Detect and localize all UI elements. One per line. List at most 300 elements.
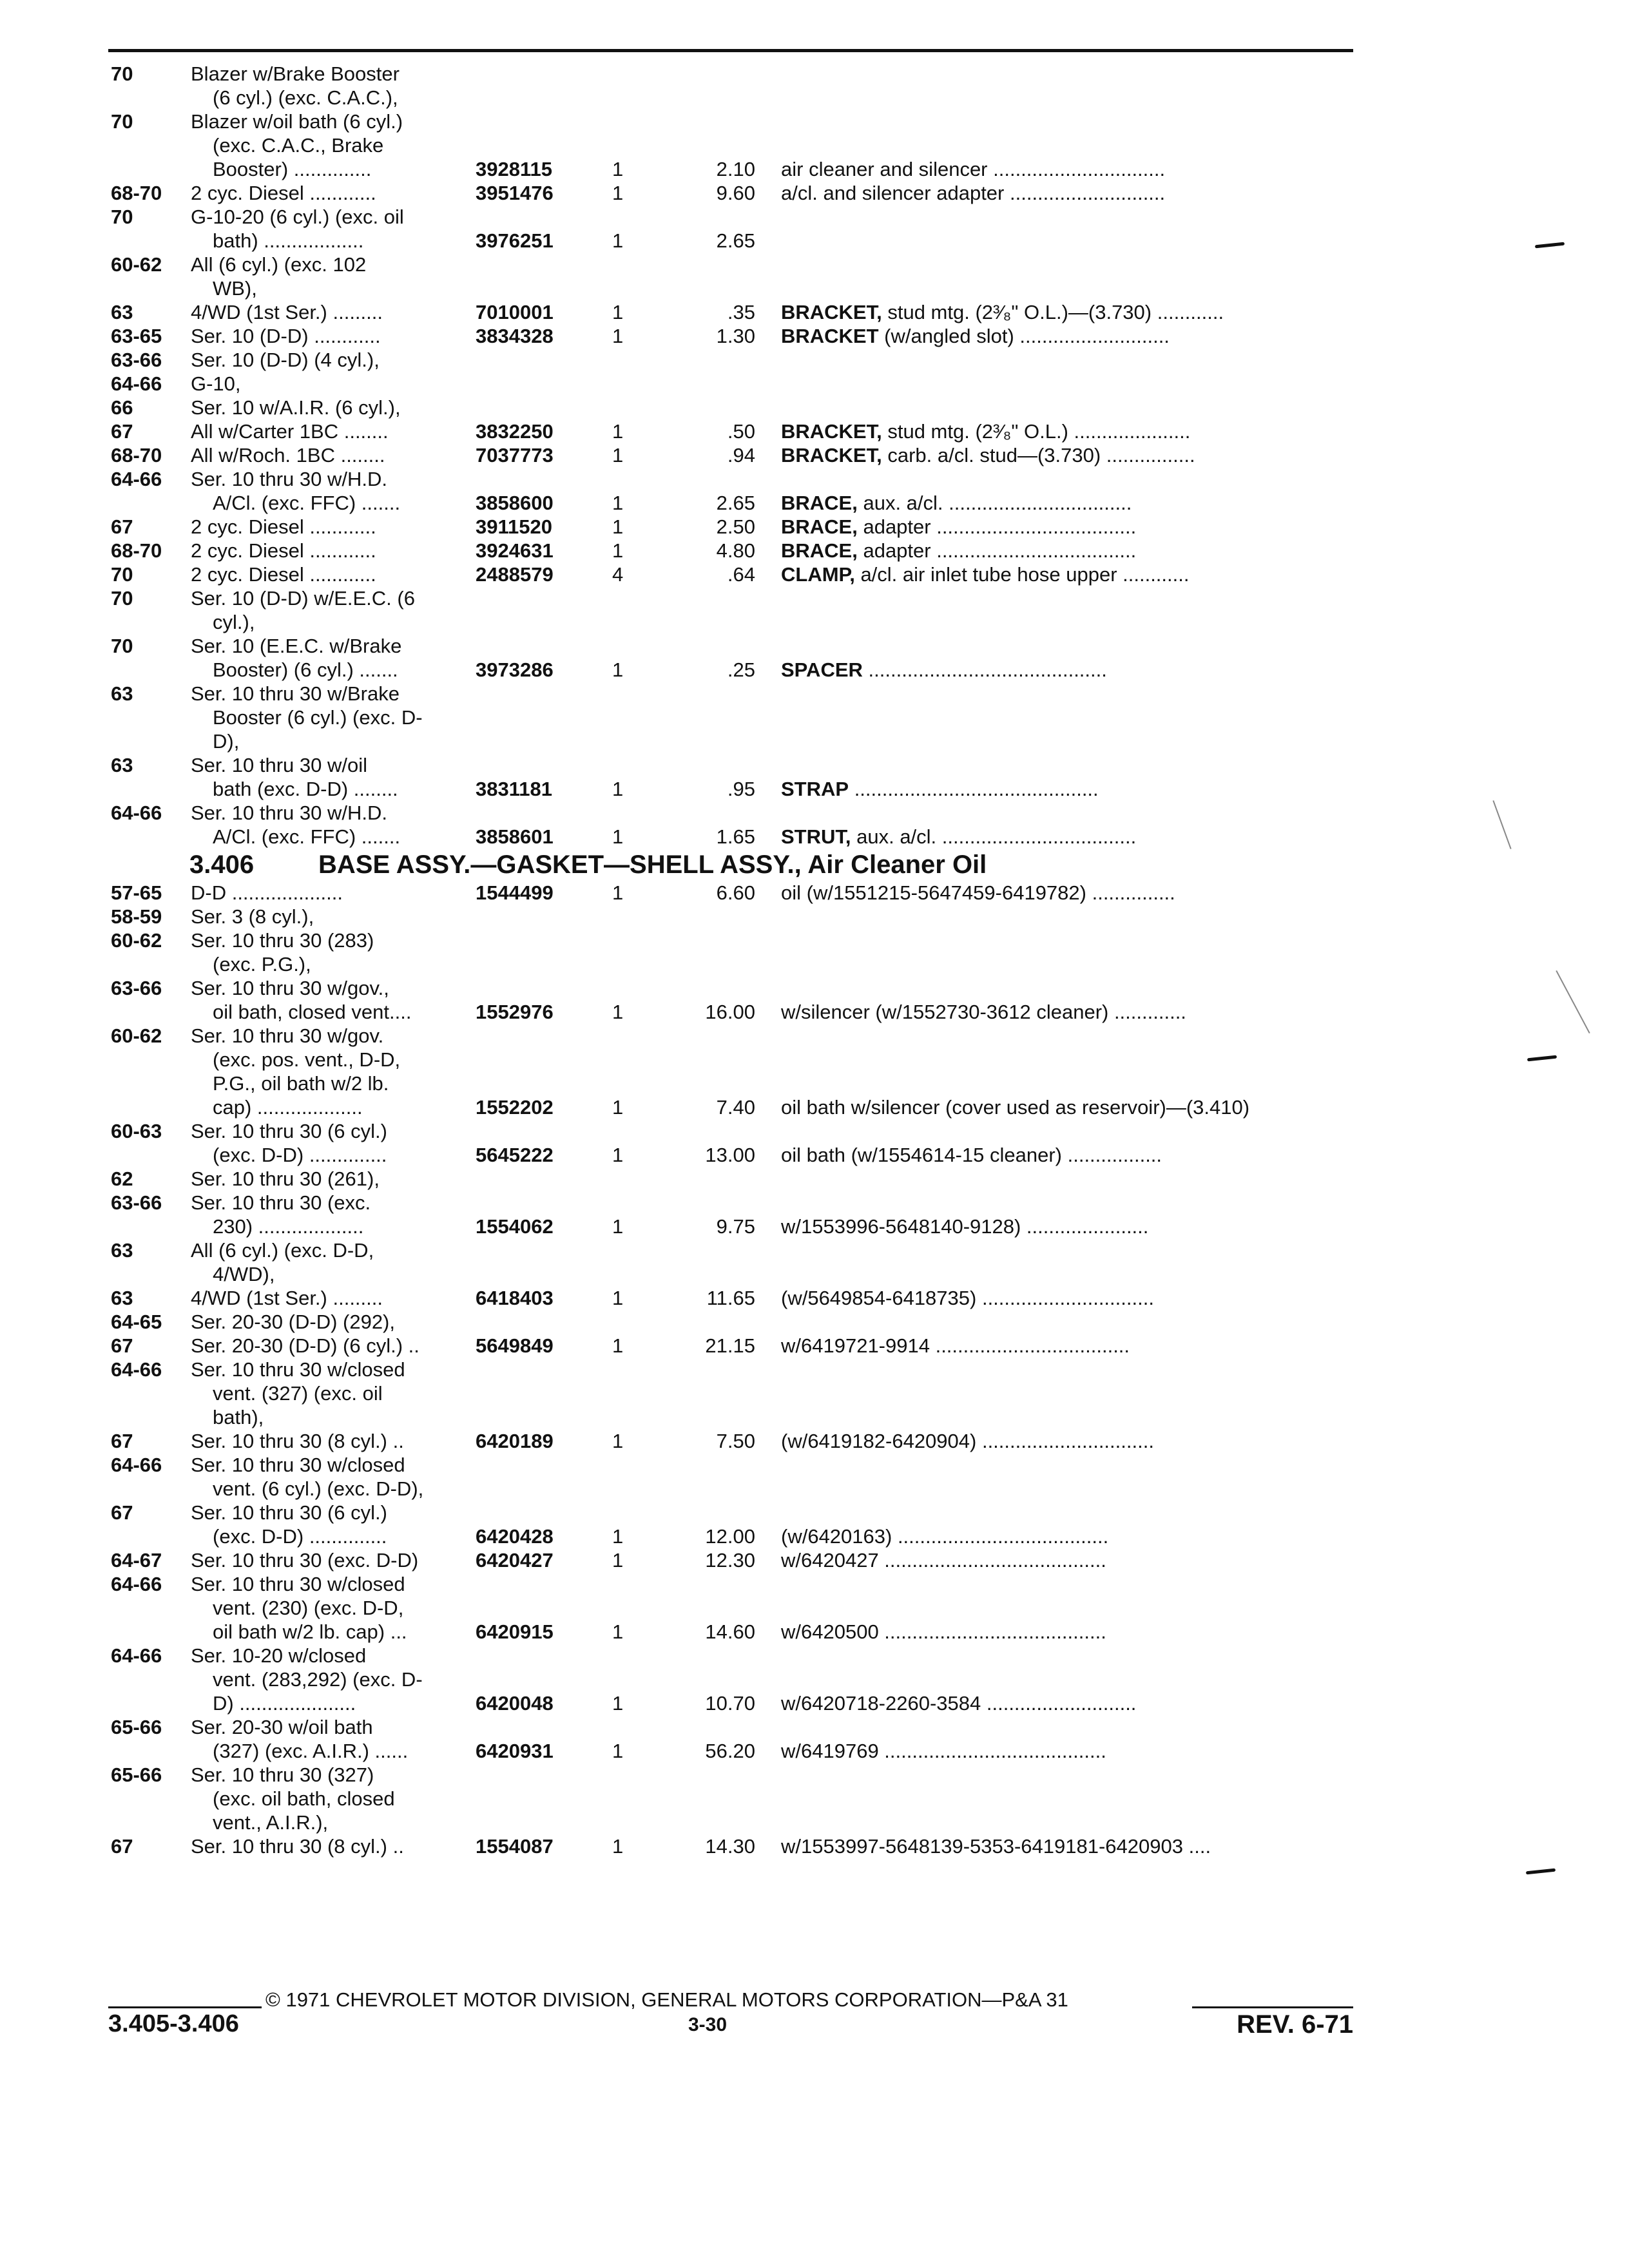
- quantity: 1: [612, 1096, 624, 1119]
- table-row: [0, 1644, 1629, 1667]
- table-row: [0, 300, 1629, 324]
- part-name-keyword: BRACE,: [781, 539, 858, 562]
- list-price: 2.65: [716, 492, 755, 514]
- model-years: 70: [111, 206, 133, 228]
- part-name-detail: (w/6420163) ......................................: [781, 1525, 1109, 1548]
- part-name: [781, 1095, 1348, 1119]
- table-row: [0, 205, 1629, 229]
- table-row: [0, 1310, 1629, 1334]
- part-name-detail: w/6420427 ........................................: [781, 1549, 1106, 1571]
- table-row: [0, 1787, 1629, 1811]
- table-row: [0, 419, 1629, 443]
- part-name-keyword: CLAMP,: [781, 563, 855, 586]
- list-price: 2.10: [716, 158, 755, 180]
- table-row: [0, 753, 1629, 777]
- application-description: Ser. 10 thru 30 (327): [191, 1763, 374, 1786]
- part-name: [781, 491, 1348, 515]
- application-description: vent. (283,292) (exc. D-: [213, 1668, 423, 1691]
- part-number: 6420427: [476, 1549, 554, 1571]
- model-years: 63-66: [111, 1191, 162, 1214]
- application-description: Ser. 10 thru 30 w/oil: [191, 754, 367, 776]
- part-number: 3924631: [476, 539, 554, 562]
- list-price: 7.40: [716, 1096, 755, 1119]
- table-row: [0, 825, 1629, 849]
- table-row: [0, 1763, 1629, 1787]
- list-price: 16.00: [705, 1001, 755, 1023]
- section-number: 3.406: [189, 850, 255, 879]
- table-row: [0, 586, 1629, 610]
- application-description: Ser. 10 thru 30 (8 cyl.) ..: [191, 1430, 404, 1452]
- application-description: Ser. 20-30 (D-D) (292),: [191, 1311, 395, 1333]
- model-years: 65-66: [111, 1763, 162, 1786]
- application-description: Ser. 10 thru 30 w/gov.: [191, 1024, 384, 1047]
- application-description: Ser. 10 thru 30 w/closed: [191, 1358, 405, 1381]
- application-description: Ser. 10-20 w/closed: [191, 1644, 367, 1667]
- application-description: Ser. 10 thru 30 w/H.D.: [191, 802, 387, 824]
- application-description: G-10,: [191, 372, 241, 395]
- list-price: 11.65: [706, 1287, 755, 1309]
- application-description: All (6 cyl.) (exc. 102: [191, 253, 367, 276]
- table-row: [0, 928, 1629, 952]
- application-description: All w/Roch. 1BC ........: [191, 444, 385, 466]
- application-description: Booster) (6 cyl.) .......: [213, 658, 398, 681]
- part-name-detail: oil bath w/silencer (cover used as reservoir)—(3.410): [781, 1096, 1250, 1119]
- table-row: [0, 324, 1629, 348]
- table-row: [0, 62, 1629, 86]
- application-description: Ser. 10 thru 30 w/gov.,: [191, 977, 389, 999]
- table-row: [0, 729, 1629, 753]
- part-name-detail: w/1553997-5648139-5353-6419181-6420903 ....: [781, 1835, 1211, 1858]
- application-description: 4/WD (1st Ser.) .........: [191, 301, 383, 323]
- quantity: 1: [612, 182, 624, 204]
- list-price: 4.80: [716, 539, 755, 562]
- table-row: [0, 515, 1629, 539]
- section-heading: [0, 849, 1629, 881]
- part-number: 5649849: [476, 1334, 554, 1357]
- quantity: 1: [612, 1334, 624, 1357]
- table-row: [0, 1501, 1629, 1524]
- part-name-keyword: STRUT,: [781, 825, 851, 848]
- table-row: [0, 777, 1629, 801]
- quantity: 1: [612, 778, 624, 800]
- list-price: 10.70: [705, 1692, 755, 1715]
- table-row: [0, 706, 1629, 729]
- part-number: 1544499: [476, 881, 554, 904]
- model-years: 64-66: [111, 468, 162, 490]
- part-name: [781, 1334, 1348, 1358]
- part-name: [781, 300, 1348, 324]
- footer-page-number: 3-30: [688, 2014, 728, 2035]
- part-name-detail: (w/5649854-6418735) ...............................: [781, 1287, 1154, 1309]
- table-row: [0, 801, 1629, 825]
- table-row: [0, 539, 1629, 562]
- part-name-keyword: BRACKET,: [781, 444, 882, 466]
- application-description: Ser. 10 thru 30 (261),: [191, 1168, 380, 1190]
- application-description: vent., A.I.R.),: [213, 1811, 329, 1834]
- application-description: (327) (exc. A.I.R.) ......: [213, 1740, 409, 1762]
- model-years: 60-62: [111, 253, 162, 276]
- part-number: 7010001: [476, 301, 554, 323]
- part-name: [781, 1691, 1348, 1715]
- quantity: 1: [612, 1525, 624, 1548]
- model-years: 63: [111, 1239, 133, 1262]
- part-name-detail: w/6420500 ........................................: [781, 1620, 1106, 1643]
- model-years: 60-62: [111, 1024, 162, 1047]
- model-years: 64-66: [111, 802, 162, 824]
- table-row: [0, 905, 1629, 928]
- table-row: [0, 1811, 1629, 1834]
- model-years: 70: [111, 62, 133, 85]
- list-price: .94: [727, 444, 755, 466]
- part-name: [781, 1620, 1348, 1644]
- quantity: 1: [612, 1430, 624, 1452]
- part-name: [781, 777, 1348, 801]
- table-row: [0, 181, 1629, 205]
- model-years: 68-70: [111, 444, 162, 466]
- application-description: Ser. 10 (D-D) ............: [191, 325, 381, 347]
- part-name: [781, 157, 1348, 181]
- footer-copyright-line: [108, 1987, 1353, 2013]
- part-number: 6420048: [476, 1692, 554, 1715]
- part-name: [781, 1215, 1348, 1238]
- application-description: Ser. 10 thru 30 (exc. D-D): [191, 1549, 419, 1571]
- part-name: [781, 324, 1348, 348]
- part-name-detail: stud mtg. (2³⁄₈" O.L.) .....................: [882, 420, 1191, 443]
- model-years: 64-66: [111, 1573, 162, 1595]
- application-description: All (6 cyl.) (exc. D-D,: [191, 1239, 374, 1262]
- part-number: 2488579: [476, 563, 554, 586]
- application-description: (exc. D-D) ..............: [213, 1144, 387, 1166]
- application-description: Ser. 3 (8 cyl.),: [191, 905, 314, 928]
- application-description: oil bath, closed vent....: [213, 1001, 412, 1023]
- footer-copyright: © 1971 CHEVROLET MOTOR DIVISION, GENERAL MOTORS CORPORATION—P&A 31: [265, 1988, 1068, 2011]
- model-years: 62: [111, 1168, 133, 1190]
- part-number: 6418403: [476, 1287, 554, 1309]
- table-row: [0, 1119, 1629, 1143]
- application-description: Ser. 10 thru 30 w/Brake: [191, 682, 400, 705]
- model-years: 64-65: [111, 1311, 162, 1333]
- model-years: 63: [111, 754, 133, 776]
- application-description: Ser. 10 w/A.I.R. (6 cyl.),: [191, 396, 401, 419]
- application-description: bath (exc. D-D) ........: [213, 778, 398, 800]
- part-number: 5645222: [476, 1144, 554, 1166]
- list-price: 1.65: [716, 825, 755, 848]
- model-years: 64-66: [111, 1358, 162, 1381]
- part-number: 1552976: [476, 1001, 554, 1023]
- quantity: 1: [612, 1001, 624, 1023]
- table-row: [0, 372, 1629, 396]
- table-row: [0, 1548, 1629, 1572]
- quantity: 1: [612, 420, 624, 443]
- application-description: A/Cl. (exc. FFC) .......: [213, 825, 401, 848]
- part-name: [781, 1143, 1348, 1167]
- application-description: Ser. 20-30 w/oil bath: [191, 1716, 373, 1738]
- table-row: [0, 86, 1629, 110]
- application-description: WB),: [213, 277, 257, 300]
- application-description: 230) ...................: [213, 1215, 364, 1238]
- list-price: 21.15: [705, 1334, 755, 1357]
- application-description: A/Cl. (exc. FFC) .......: [213, 492, 401, 514]
- parts-list: [0, 62, 1629, 1858]
- table-row: [0, 1238, 1629, 1262]
- table-row: [0, 1381, 1629, 1405]
- table-row: [0, 229, 1629, 253]
- quantity: 1: [612, 1692, 624, 1715]
- list-price: 12.30: [705, 1549, 755, 1571]
- part-name-detail: ............................................: [849, 778, 1099, 800]
- model-years: 58-59: [111, 905, 162, 928]
- parts-list-3405: [0, 62, 1629, 849]
- application-description: Booster) ..............: [213, 158, 372, 180]
- model-years: 63: [111, 682, 133, 705]
- part-name-detail: w/6419769 ........................................: [781, 1740, 1106, 1762]
- table-row: [0, 1667, 1629, 1691]
- list-price: 9.75: [716, 1215, 755, 1238]
- part-name: [781, 658, 1348, 682]
- model-years: 67: [111, 1334, 133, 1357]
- part-name-detail: w/silencer (w/1552730-3612 cleaner) .............: [781, 1001, 1186, 1023]
- list-price: 56.20: [705, 1740, 755, 1762]
- model-years: 63-65: [111, 325, 162, 347]
- parts-list-3406: [0, 881, 1629, 1858]
- table-row: [0, 1024, 1629, 1048]
- part-number: 3858600: [476, 492, 554, 514]
- part-name: [781, 539, 1348, 562]
- model-years: 66: [111, 396, 133, 419]
- application-description: Ser. 10 thru 30 w/closed: [191, 1573, 405, 1595]
- list-price: .95: [727, 778, 755, 800]
- part-name-detail: aux. a/cl. ...................................: [851, 825, 1137, 848]
- part-number: 3834328: [476, 325, 554, 347]
- application-description: (exc. pos. vent., D-D,: [213, 1048, 401, 1071]
- part-name-detail: oil (w/1551215-5647459-6419782) ...............: [781, 881, 1175, 904]
- margin-mark: [1526, 1869, 1556, 1875]
- application-description: D),: [213, 730, 240, 753]
- part-name-detail: oil bath (w/1554614-15 cleaner) .................: [781, 1144, 1162, 1166]
- part-name: [781, 1524, 1348, 1548]
- model-years: 67: [111, 420, 133, 443]
- application-description: (exc. P.G.),: [213, 953, 311, 975]
- part-name-detail: a/cl. air inlet tube hose upper ............: [854, 563, 1190, 586]
- part-name-detail: carb. a/cl. stud—(3.730) ................: [882, 444, 1195, 466]
- part-name: [781, 443, 1348, 467]
- model-years: 63-66: [111, 349, 162, 371]
- part-name-keyword: BRACKET,: [781, 301, 882, 323]
- model-years: 70: [111, 110, 133, 133]
- table-row: [0, 1524, 1629, 1548]
- part-name-keyword: STRAP: [781, 778, 849, 800]
- quantity: 1: [612, 1144, 624, 1166]
- table-row: [0, 1453, 1629, 1477]
- model-years: 57-65: [111, 881, 162, 904]
- quantity: 1: [612, 539, 624, 562]
- table-row: [0, 1572, 1629, 1596]
- top-rule: [108, 49, 1353, 52]
- table-row: [0, 976, 1629, 1000]
- part-number: 3858601: [476, 825, 554, 848]
- part-number: 1552202: [476, 1096, 554, 1119]
- part-number: 3976251: [476, 229, 554, 252]
- part-name: [781, 562, 1348, 586]
- footer-bar: [108, 2010, 1353, 2040]
- list-price: .50: [727, 420, 755, 443]
- quantity: 1: [612, 1740, 624, 1762]
- part-name: [781, 181, 1348, 205]
- part-name-keyword: BRACKET,: [781, 420, 882, 443]
- quantity: 1: [612, 229, 624, 252]
- table-row: [0, 634, 1629, 658]
- table-row: [0, 1215, 1629, 1238]
- part-number: 6420428: [476, 1525, 554, 1548]
- table-row: [0, 1715, 1629, 1739]
- part-number: 6420915: [476, 1620, 554, 1643]
- application-description: Ser. 10 (D-D) (4 cyl.),: [191, 349, 380, 371]
- application-description: Ser. 10 thru 30 (283): [191, 929, 374, 952]
- part-name: [781, 1000, 1348, 1024]
- model-years: 67: [111, 1430, 133, 1452]
- application-description: Booster (6 cyl.) (exc. D-: [213, 706, 423, 729]
- application-description: All w/Carter 1BC ........: [191, 420, 389, 443]
- section-title: BASE ASSY.—GASKET—SHELL ASSY., Air Cleaner Oil: [318, 850, 987, 879]
- quantity: 1: [612, 1549, 624, 1571]
- application-description: vent. (6 cyl.) (exc. D-D),: [213, 1477, 424, 1500]
- table-row: [0, 682, 1629, 706]
- application-description: bath),: [213, 1406, 264, 1428]
- model-years: 64-66: [111, 372, 162, 395]
- quantity: 1: [612, 1620, 624, 1643]
- model-years: 63: [111, 1287, 133, 1309]
- model-years: 70: [111, 563, 133, 586]
- table-row: [0, 658, 1629, 682]
- table-row: [0, 881, 1629, 905]
- part-name-detail: w/1553996-5648140-9128) ......................: [781, 1215, 1149, 1238]
- part-number: 3951476: [476, 182, 554, 204]
- application-description: 2 cyc. Diesel ............: [191, 515, 376, 538]
- part-name: [781, 1429, 1348, 1453]
- table-row: [0, 348, 1629, 372]
- part-name-detail: (w/angled slot) ...........................: [878, 325, 1170, 347]
- table-row: [0, 1834, 1629, 1858]
- table-row: [0, 1620, 1629, 1644]
- part-number: 3831181: [476, 778, 552, 800]
- application-description: Blazer w/oil bath (6 cyl.): [191, 110, 403, 133]
- list-price: .64: [727, 563, 755, 586]
- table-row: [0, 396, 1629, 419]
- part-name-keyword: SPACER: [781, 658, 863, 681]
- part-number: 1554062: [476, 1215, 554, 1238]
- application-description: Ser. 10 thru 30 (6 cyl.): [191, 1501, 387, 1524]
- quantity: 1: [612, 158, 624, 180]
- application-description: 2 cyc. Diesel ............: [191, 563, 376, 586]
- table-row: [0, 1405, 1629, 1429]
- model-years: 68-70: [111, 182, 162, 204]
- model-years: 65-66: [111, 1716, 162, 1738]
- footer-rule-left: [108, 2006, 262, 2008]
- application-description: Ser. 10 thru 30 (exc.: [191, 1191, 371, 1214]
- application-description: bath) ..................: [213, 229, 364, 252]
- application-description: D) .....................: [213, 1692, 356, 1715]
- application-description: G-10-20 (6 cyl.) (exc. oil: [191, 206, 404, 228]
- part-name-detail: adapter ....................................: [857, 515, 1137, 538]
- table-row: [0, 1000, 1629, 1024]
- table-row: [0, 157, 1629, 181]
- list-price: 9.60: [716, 182, 755, 204]
- part-number: 1554087: [476, 1835, 554, 1858]
- part-name-keyword: BRACE,: [781, 492, 858, 514]
- model-years: 63: [111, 301, 133, 323]
- part-name: [781, 419, 1348, 443]
- model-years: 64-66: [111, 1644, 162, 1667]
- application-description: Ser. 10 thru 30 (6 cyl.): [191, 1120, 387, 1142]
- table-row: [0, 1334, 1629, 1358]
- table-row: [0, 1191, 1629, 1215]
- table-row: [0, 467, 1629, 491]
- model-years: 64-66: [111, 1454, 162, 1476]
- part-name-detail: w/6419721-9914 ...................................: [781, 1334, 1130, 1357]
- list-price: 1.30: [716, 325, 755, 347]
- table-row: [0, 1739, 1629, 1763]
- part-number: 3832250: [476, 420, 554, 443]
- quantity: 1: [612, 825, 624, 848]
- application-description: cap) ...................: [213, 1096, 363, 1119]
- quantity: 1: [612, 301, 624, 323]
- application-description: vent. (327) (exc. oil: [213, 1382, 383, 1405]
- model-years: 70: [111, 587, 133, 610]
- part-number: 6420931: [476, 1740, 554, 1762]
- application-description: 4/WD (1st Ser.) .........: [191, 1287, 383, 1309]
- list-price: 14.60: [705, 1620, 755, 1643]
- list-price: .25: [727, 658, 755, 681]
- part-name-detail: adapter ....................................: [857, 539, 1137, 562]
- table-row: [0, 562, 1629, 586]
- table-row: [0, 1358, 1629, 1381]
- application-description: P.G., oil bath w/2 lb.: [213, 1072, 389, 1095]
- table-row: [0, 1167, 1629, 1191]
- application-description: 2 cyc. Diesel ............: [191, 539, 376, 562]
- model-years: 68-70: [111, 539, 162, 562]
- application-description: Ser. 20-30 (D-D) (6 cyl.) ..: [191, 1334, 419, 1357]
- quantity: 1: [612, 325, 624, 347]
- part-name-detail: stud mtg. (2³⁄₈" O.L.)—(3.730) ............: [882, 301, 1224, 323]
- table-row: [0, 110, 1629, 133]
- part-name: [781, 1548, 1348, 1572]
- part-name-detail: aux. a/cl. .................................: [857, 492, 1132, 514]
- quantity: 1: [612, 1215, 624, 1238]
- application-description: Ser. 10 (E.E.C. w/Brake: [191, 635, 402, 657]
- part-number: 7037773: [476, 444, 554, 466]
- part-number: 3973286: [476, 658, 554, 681]
- application-description: oil bath w/2 lb. cap) ...: [213, 1620, 407, 1643]
- table-row: [0, 253, 1629, 276]
- application-description: cyl.),: [213, 611, 255, 633]
- table-row: [0, 1262, 1629, 1286]
- part-name: [781, 1739, 1348, 1763]
- list-price: 6.60: [716, 881, 755, 904]
- quantity: 1: [612, 1287, 624, 1309]
- table-row: [0, 1429, 1629, 1453]
- model-years: 67: [111, 1501, 133, 1524]
- list-price: 12.00: [705, 1525, 755, 1548]
- part-number: 6420189: [476, 1430, 554, 1452]
- model-years: 67: [111, 1835, 133, 1858]
- application-description: (exc. oil bath, closed: [213, 1787, 395, 1810]
- quantity: 1: [612, 515, 624, 538]
- table-row: [0, 610, 1629, 634]
- part-name-detail: ...........................................: [862, 658, 1107, 681]
- application-description: Ser. 10 thru 30 w/H.D.: [191, 468, 387, 490]
- model-years: 70: [111, 635, 133, 657]
- list-price: 14.30: [705, 1835, 755, 1858]
